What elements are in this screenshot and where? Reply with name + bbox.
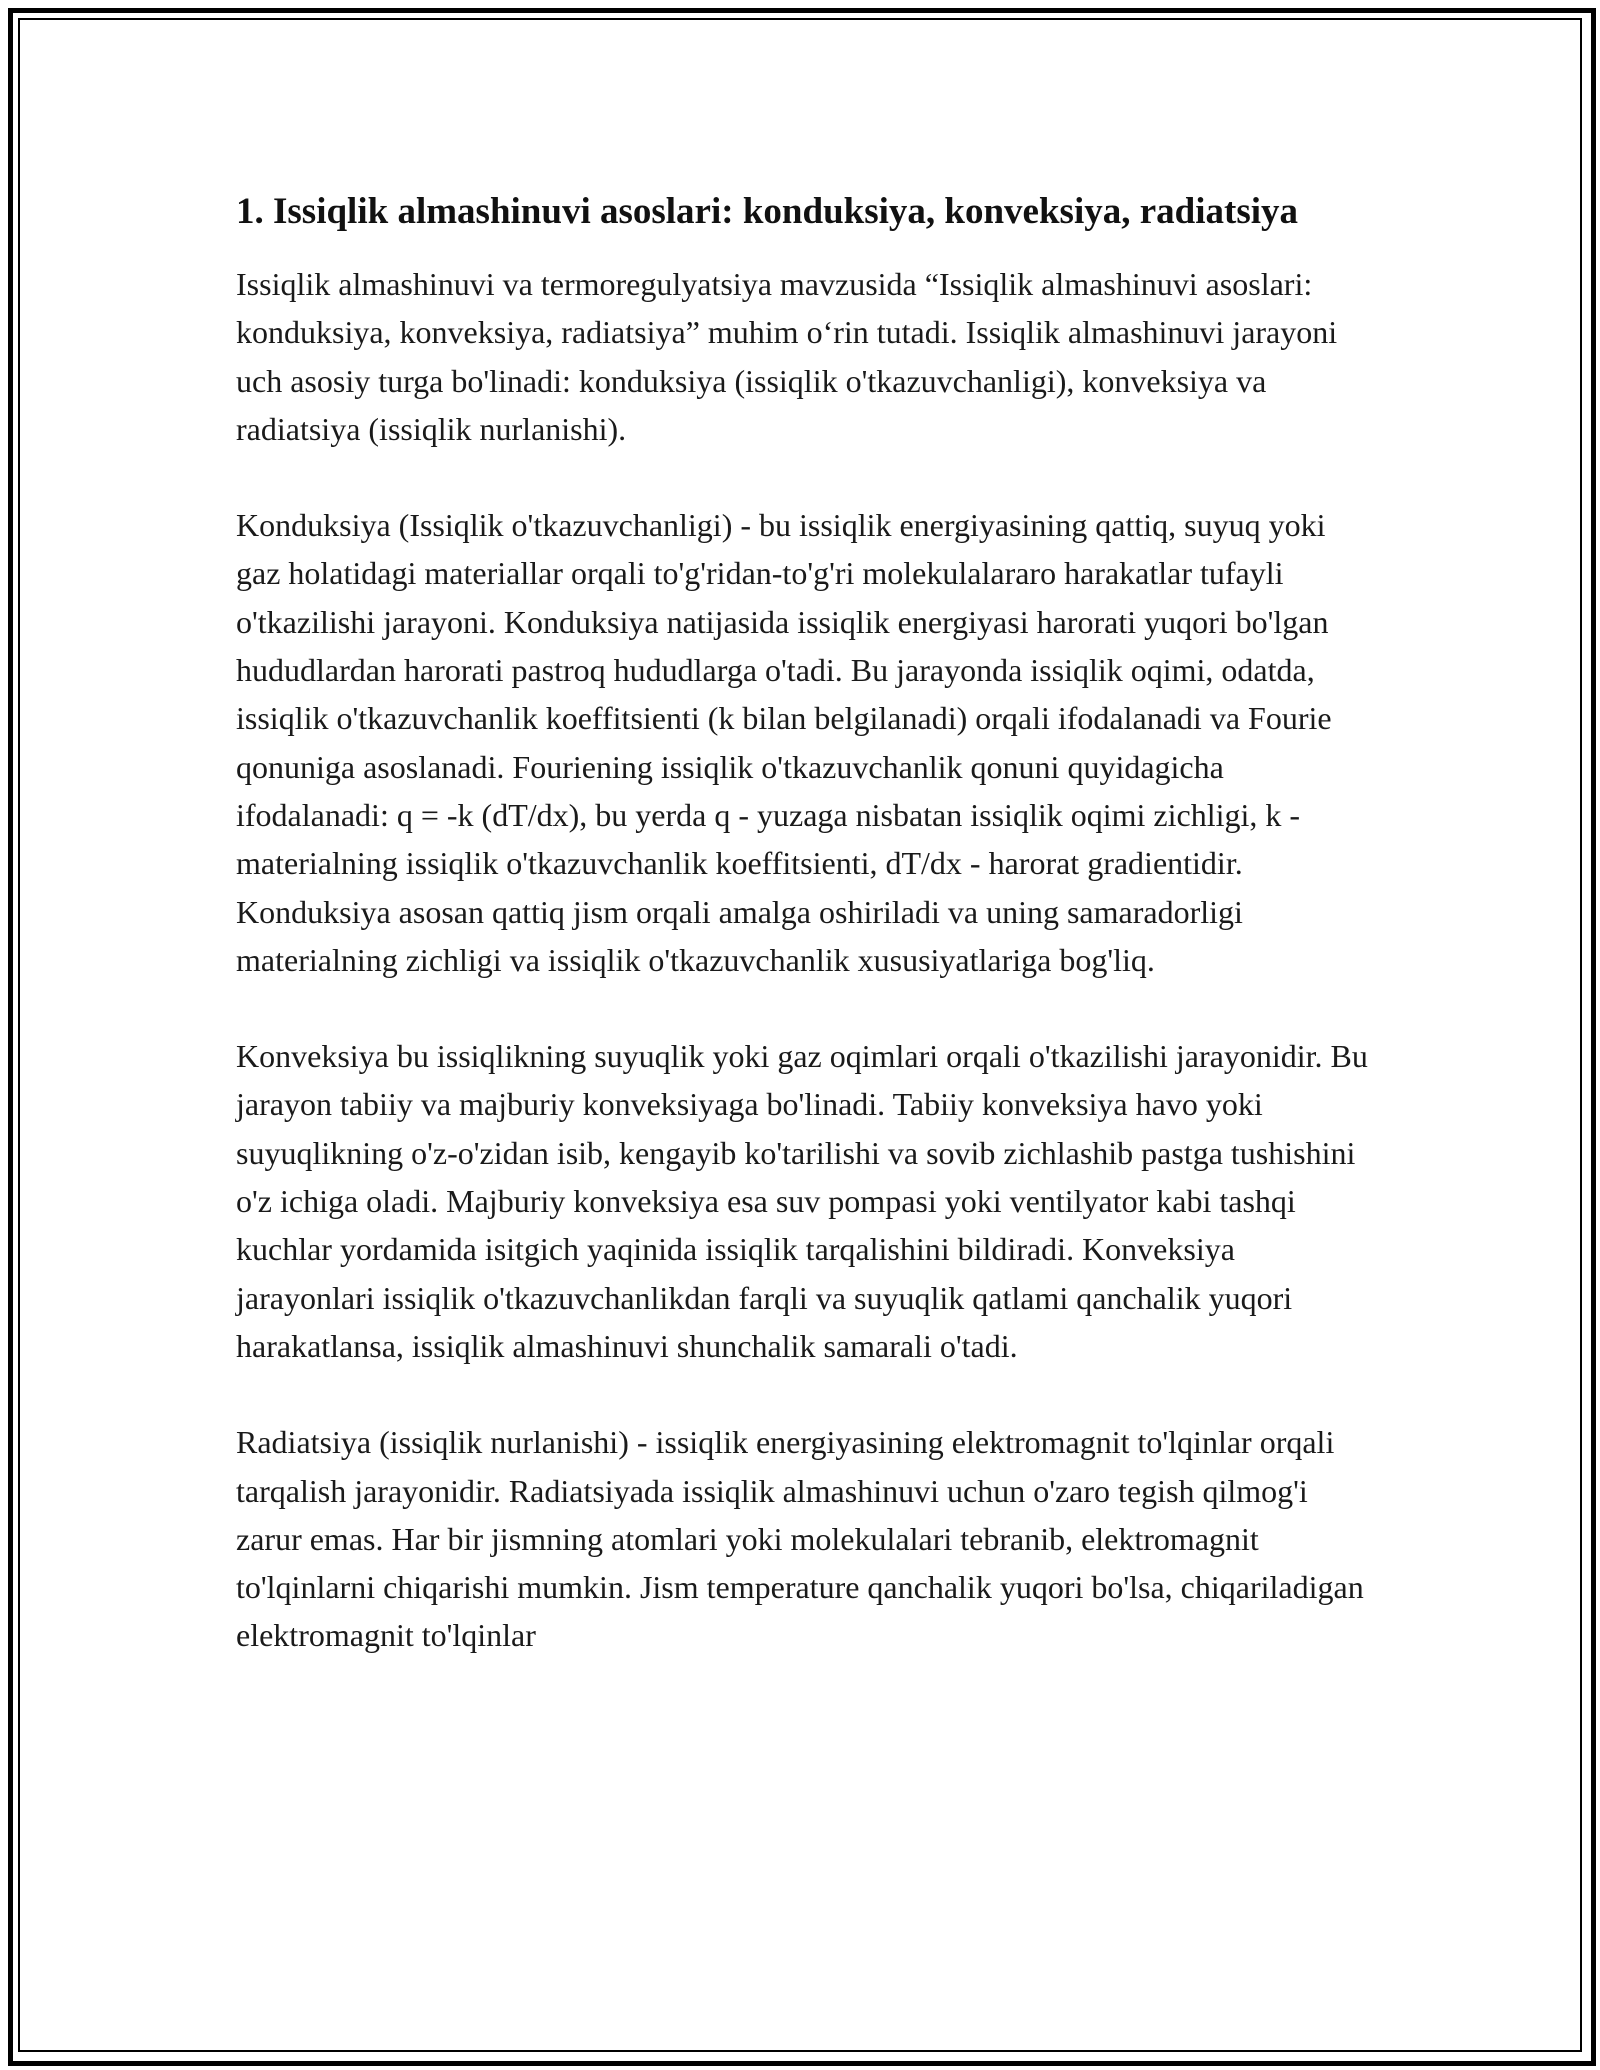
- paragraph-radiation: Radiatsiya (issiqlik nurlanishi) - issiqlik energiyasining elektromagnit to'lqinlar orqali tarqalish jarayonidir. Radiatsiyada issiqlik almashinuvi uchun o'zaro tegish qilmog'i zarur emas. Har bir jismning atomlari yoki molekulalari tebranib, elektromagnit to'lqinlarni chiqarishi mumkin. Jism temperature qanchalik yuqori bo'lsa, chiqariladigan elektromagnit to'lqinlar: [236, 1424, 1364, 1654]
- paragraph-convection: Konveksiya bu issiqlikning suyuqlik yoki gaz oqimlari orqali o'tkazilishi jarayonidir. Bu jarayon tabiiy va majburiy konveksiyaga bo'linadi. Tabiiy konveksiya havo yoki suyuqlikning o'z-o'zidan isib, kengayib ko'tarilishi va sovib zichlashib pastga tushishini o'z ichiga oladi. Majburiy konveksiya esa suv pompasi yoki ventilyator kabi tashqi kuchlar yordamida isitgich yaqinida issiqlik tarqalishini bildiradi. Konveksiya jarayonlari issiqlik o'tkazuvchanlikdan farqli va suyuqlik qatlami qanchalik yuqori harakatlansa, issiqlik almashinuvi shunchalik samarali o'tadi.: [236, 1038, 1368, 1364]
- paragraph-conduction: Konduksiya (Issiqlik o'tkazuvchanligi) - bu issiqlik energiyasining qattiq, suyuq yoki gaz holatidagi materiallar orqali to'g'ridan-to'g'ri molekulalararo harakatlar tufayli o'tkazilishi jarayoni. Konduksiya natijasida issiqlik energiyasi harorati yuqori bo'lgan hududlardan harorati pastroq hududlarga o'tadi. Bu jarayonda issiqlik oqimi, odatda, issiqlik o'tkazuvchanlik koeffitsienti (k bilan belgilanadi) orqali ifodalanadi va Fourie qonuniga asoslanadi. Fouriening issiqlik o'tkazuvchanlik qonuni quyidagicha ifodalanadi: q = -k (dT/dx), bu yerda q - yuzaga nisbatan issiqlik oqimi zichligi, k - materialning issiqlik o'tkazuvchanlik koeffitsienti, dT/dx - harorat gradientidir. Konduksiya asosan qattiq jism orqali amalga oshiriladi va uning samaradorligi materialning zichligi va issiqlik o'tkazuvchanlik xususiyatlariga bog'liq.: [236, 507, 1332, 978]
- paragraph-intro: Issiqlik almashinuvi va termoregulyatsiya mavzusida “Issiqlik almashinuvi asoslari: konduksiya, konveksiya, radiatsiya” muhim o‘rin tutadi. Issiqlik almashinuvi jarayoni uch asosiy turga bo'linadi: konduksiya (issiqlik o'tkazuvchanligi), konveksiya va radiatsiya (issiqlik nurlanishi).: [236, 266, 1338, 447]
- document-body: [236, 186, 1376, 1708]
- section-title: 1. Issiqlik almashinuvi asoslari: konduksiya, konveksiya, radiatsiya: [236, 191, 1299, 232]
